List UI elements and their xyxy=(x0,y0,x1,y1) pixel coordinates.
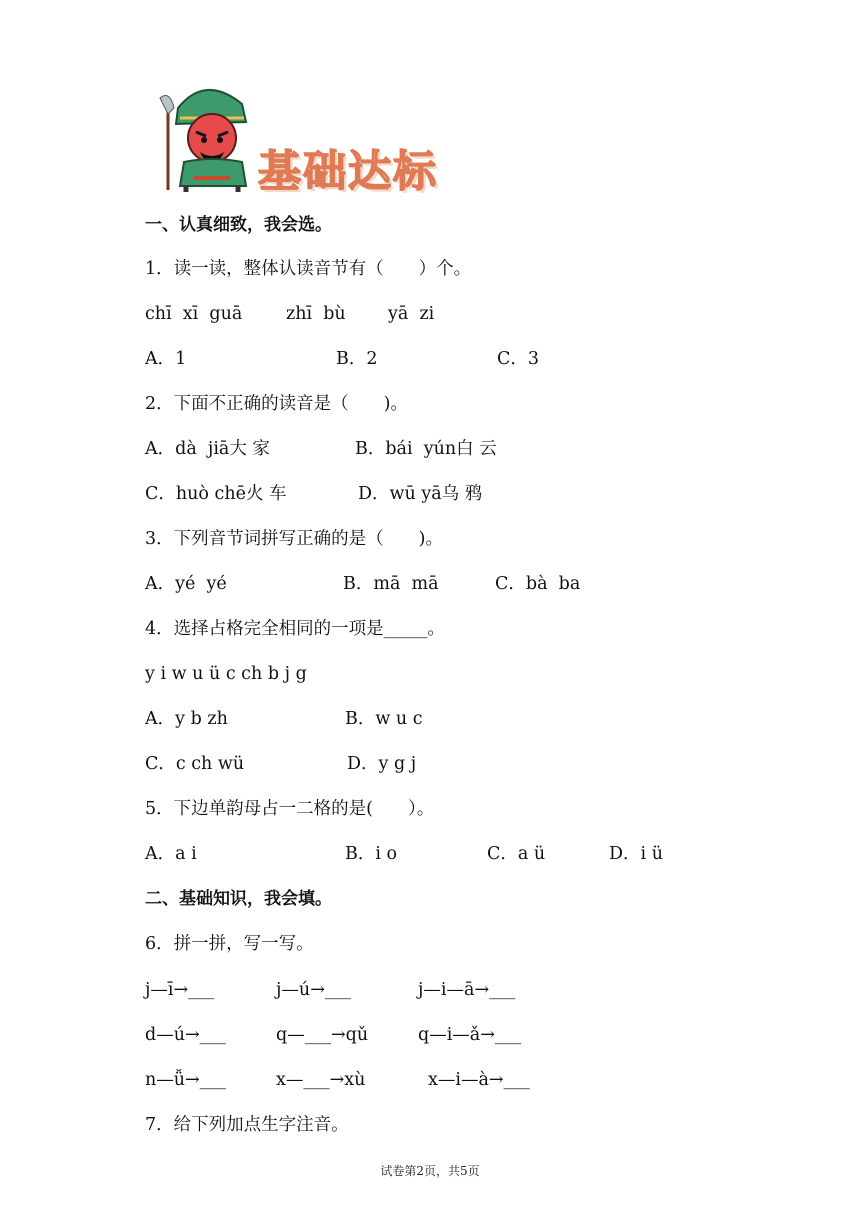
q6-blank-2-1[interactable]: d—ú→___ xyxy=(145,1025,226,1045)
question-1-stem: 1．读一读，整体认读音节有（ ）个。 xyxy=(145,259,472,279)
q6-blank-3-2[interactable]: x—___→xù xyxy=(276,1070,366,1090)
q1-pinyin-2: zhī bù xyxy=(286,304,346,324)
q4-option-a[interactable]: A．y b zh xyxy=(145,709,228,729)
q6-blank-2-3[interactable]: q—i—ǎ→___ xyxy=(418,1025,522,1045)
question-2-stem: 2．下面不正确的读音是（ )。 xyxy=(145,394,408,414)
q4-option-b[interactable]: B．w u c xyxy=(345,709,423,729)
question-7-stem: 7．给下列加点生字注音。 xyxy=(145,1115,349,1135)
q1-option-b[interactable]: B．2 xyxy=(336,349,378,369)
section-2-title: 二、基础知识，我会填。 xyxy=(145,889,332,909)
q1-option-a[interactable]: A．1 xyxy=(145,349,187,369)
q5-option-c[interactable]: C．a ü xyxy=(487,844,546,864)
q3-option-b[interactable]: B．mā mā xyxy=(343,574,439,594)
general-mascot-icon xyxy=(150,78,260,193)
q6-blank-3-3[interactable]: x—i—à→___ xyxy=(428,1070,530,1090)
section-1-title: 一、认真细致，我会选。 xyxy=(145,215,332,235)
q6-blank-1-1[interactable]: j—ī→___ xyxy=(145,980,215,1000)
q2-option-c[interactable]: C．huò chē火 车 xyxy=(145,484,287,504)
q2-option-a[interactable]: A．dà jiā大 家 xyxy=(145,439,270,459)
q2-option-b[interactable]: B．bái yún白 云 xyxy=(355,439,497,459)
q5-option-a[interactable]: A．a i xyxy=(145,844,197,864)
q6-blank-1-3[interactable]: j—i—ā→___ xyxy=(418,980,516,1000)
header xyxy=(150,78,470,196)
q1-option-c[interactable]: C．3 xyxy=(497,349,540,369)
q6-blank-2-2[interactable]: q—___→qǔ xyxy=(276,1025,369,1045)
q1-pinyin-3: yā zi xyxy=(388,304,435,324)
q4-letters: y i w u ü c ch b j g xyxy=(145,664,307,684)
question-4-stem: 4．选择占格完全相同的一项是_____。 xyxy=(145,619,445,639)
question-6-stem: 6．拼一拼，写一写。 xyxy=(145,934,314,954)
question-5-stem: 5．下边单韵母占一二格的是( ）。 xyxy=(145,799,435,819)
question-3-stem: 3．下列音节词拼写正确的是（ )。 xyxy=(145,529,443,549)
q1-pinyin-1: chī xī guā xyxy=(145,304,243,324)
q3-option-c[interactable]: C．bà ba xyxy=(495,574,581,594)
q2-option-d[interactable]: D．wū yā乌 鸦 xyxy=(358,484,483,504)
q6-blank-3-1[interactable]: n—ǚ→___ xyxy=(145,1070,226,1090)
q4-option-c[interactable]: C．c ch wü xyxy=(145,754,245,774)
q4-option-d[interactable]: D．y g j xyxy=(347,754,417,774)
q5-option-b[interactable]: B．i o xyxy=(345,844,398,864)
q3-option-a[interactable]: A．yé yé xyxy=(145,574,227,594)
page-footer: 试卷第2页，共5页 xyxy=(380,1164,480,1178)
section-banner: 基础达标 xyxy=(258,147,438,197)
q5-option-d[interactable]: D．i ü xyxy=(609,844,663,864)
q6-blank-1-2[interactable]: j—ú→___ xyxy=(276,980,352,1000)
